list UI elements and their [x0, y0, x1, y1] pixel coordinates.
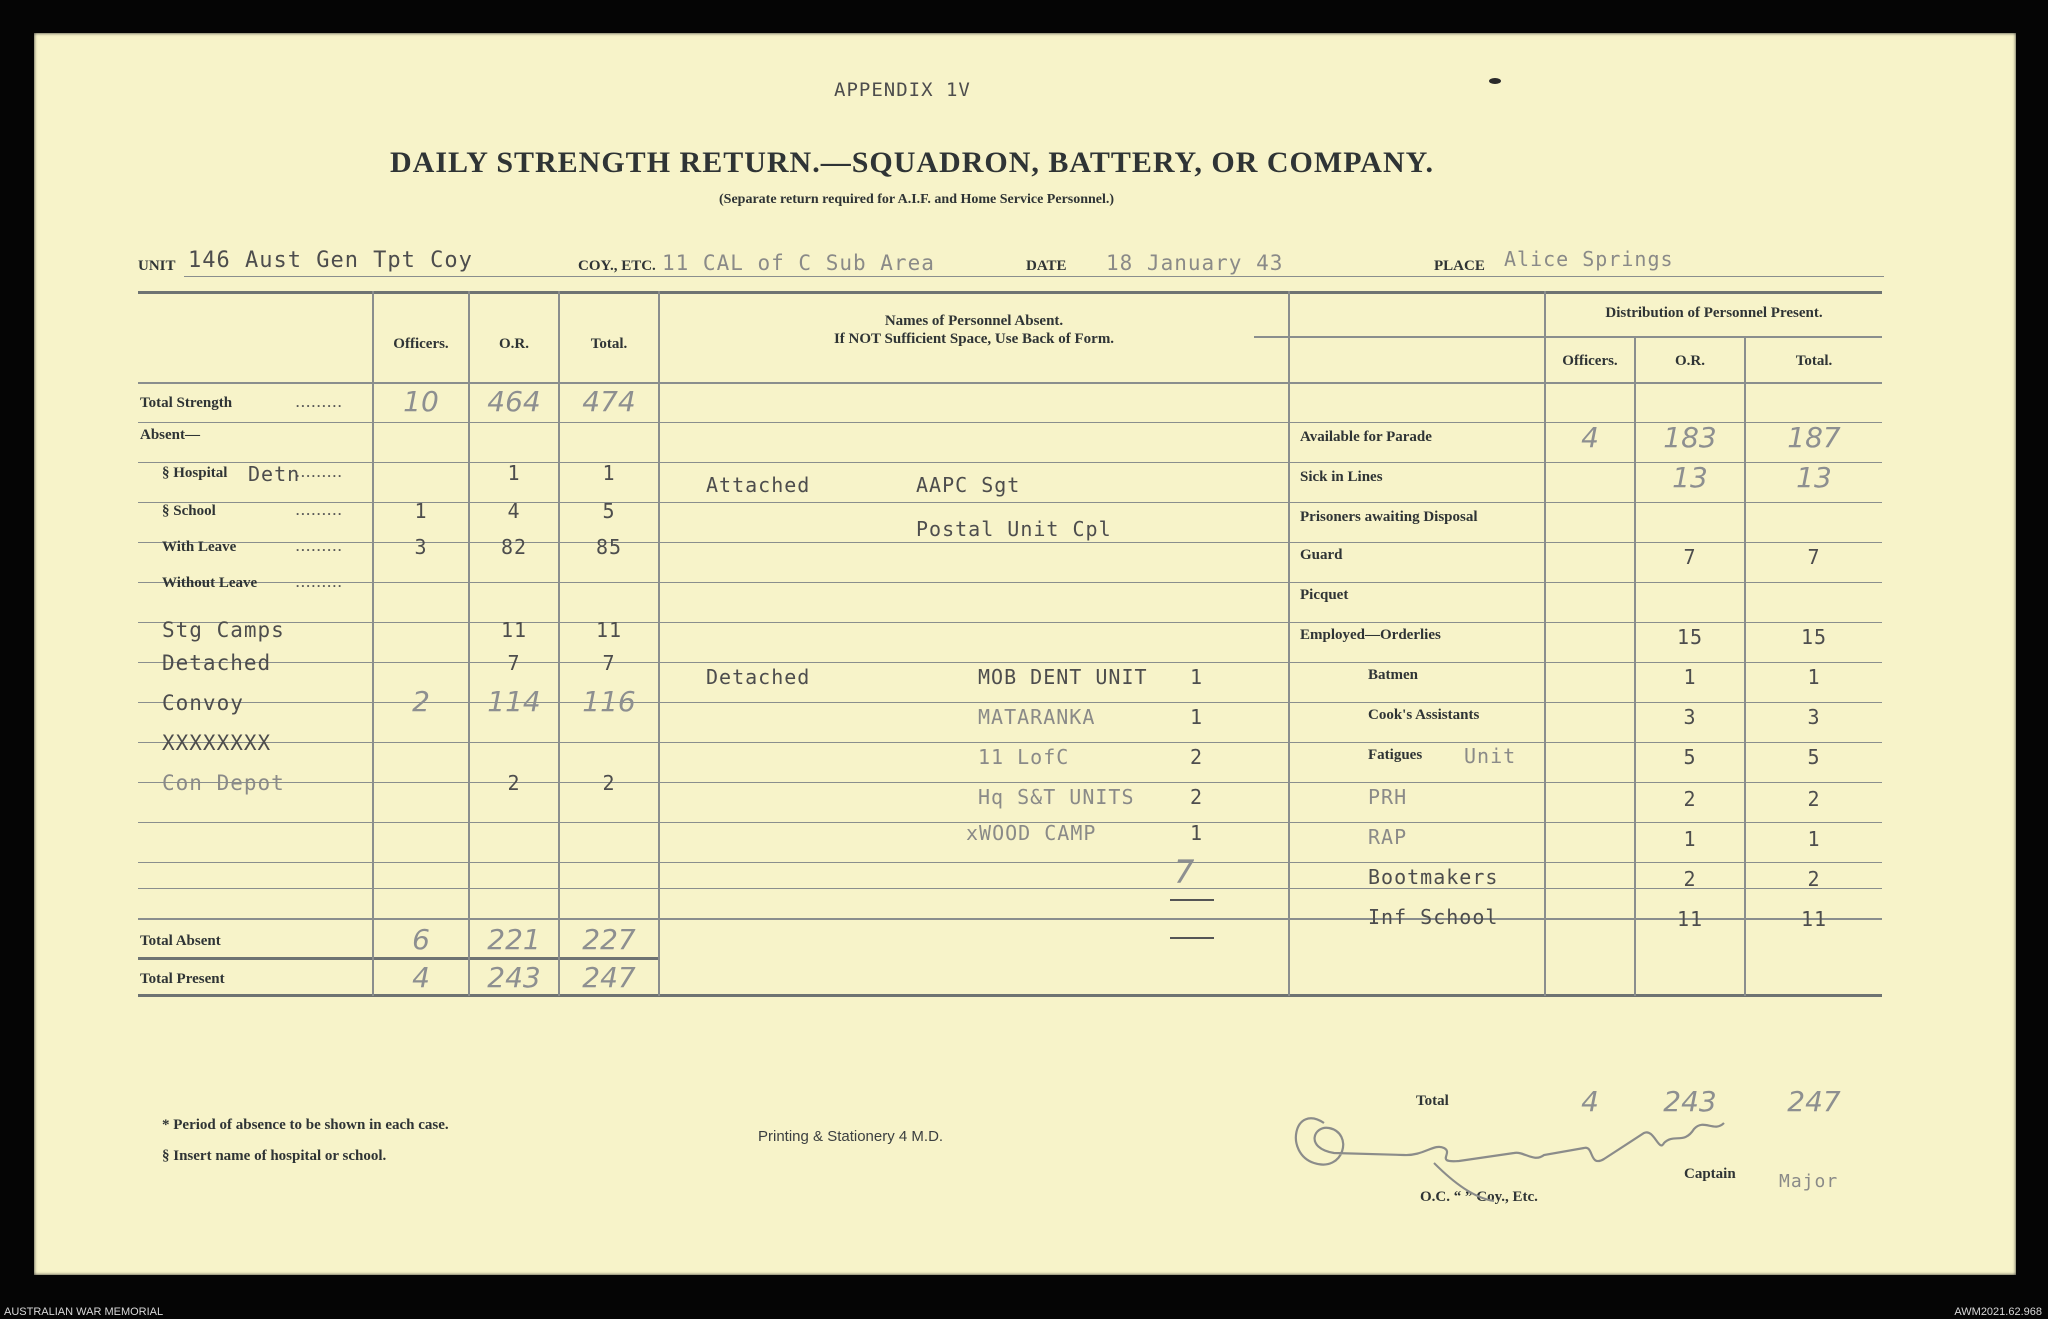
- left-row-label: § School: [162, 503, 216, 519]
- left-row-or: 4: [507, 499, 521, 523]
- right-row-or: 7: [1683, 545, 1697, 569]
- left-row-officers: 6: [412, 923, 430, 956]
- captain-label: Captain: [1684, 1166, 1736, 1182]
- place-value: Alice Springs: [1504, 247, 1674, 271]
- left-row-total: 474: [582, 385, 636, 418]
- dot-leader: .........: [296, 465, 344, 480]
- right-row-label: Bootmakers: [1368, 865, 1499, 889]
- left-row-label: Total Absent: [140, 933, 221, 949]
- row-rule: [138, 862, 1882, 863]
- sum-underline: [1170, 899, 1214, 901]
- left-row-total: 2: [602, 771, 616, 795]
- left-row-or: 114: [487, 685, 541, 718]
- right-row-or: 5: [1683, 745, 1697, 769]
- right-row-or: 3: [1683, 705, 1697, 729]
- right-row-total: 2: [1807, 787, 1821, 811]
- left-row-total: 1: [602, 461, 616, 485]
- left-row-officers: 4: [412, 961, 430, 994]
- dot-leader: .........: [296, 539, 344, 554]
- header-officers: Officers.: [393, 336, 449, 352]
- left-row-or: 243: [487, 961, 541, 994]
- right-row-or: 1: [1683, 665, 1697, 689]
- row-rule: [138, 742, 1882, 743]
- margin-caption-right: AWM2021.62.968: [1954, 1306, 2042, 1318]
- right-row-label: Batmen: [1368, 667, 1418, 683]
- left-row-label: Total Present: [140, 971, 225, 987]
- right-row-or: 11: [1676, 907, 1704, 931]
- left-row-total: 227: [582, 923, 636, 956]
- absent-name: Postal Unit Cpl: [916, 517, 1112, 541]
- absent-count: 2: [1190, 745, 1204, 769]
- right-row-label: Guard: [1300, 547, 1343, 563]
- table-top-rule: [138, 291, 1882, 294]
- header-dist-total: Total.: [1795, 353, 1833, 369]
- right-row-or: 2: [1683, 867, 1697, 891]
- left-row-total: 11: [595, 618, 623, 642]
- absent-name: xWOOD CAMP: [966, 821, 1097, 845]
- right-row-label: Total: [1416, 1093, 1449, 1109]
- date-label: DATE: [1026, 258, 1067, 274]
- appendix-label: APPENDIX 1V: [834, 79, 971, 101]
- right-row-label: Inf School: [1368, 905, 1499, 929]
- right-row-total: 7: [1807, 545, 1821, 569]
- absent-name: Hq S&T UNITS: [978, 785, 1135, 809]
- signature: [1284, 1093, 1744, 1203]
- right-row-typed: Unit: [1464, 744, 1517, 768]
- right-row-label: Employed—Orderlies: [1300, 627, 1441, 643]
- left-row-label: With Leave: [162, 539, 237, 555]
- left-row-or: 7: [507, 651, 521, 675]
- right-row-total: 187: [1787, 421, 1841, 454]
- major-typed: Major: [1779, 1171, 1839, 1192]
- right-row-total: 5: [1807, 745, 1821, 769]
- unit-underline: [184, 276, 1884, 277]
- right-row-total: 2: [1807, 867, 1821, 891]
- unit-value: 146 Aust Gen Tpt Coy: [188, 248, 473, 273]
- form-title: DAILY STRENGTH RETURN.—SQUADRON, BATTERY, OR COMPANY.: [390, 146, 1435, 179]
- distribution-rule: [1254, 336, 1882, 338]
- left-row-label: Con Depot: [162, 771, 285, 795]
- header-rule: [138, 382, 1882, 384]
- header-dist-officers: Officers.: [1562, 353, 1618, 369]
- left-row-label: Detached: [162, 651, 272, 675]
- left-row-total: 116: [582, 685, 636, 718]
- row-rule: [138, 888, 1882, 889]
- left-row-officers: 2: [412, 685, 430, 718]
- row-rule: [138, 582, 1882, 583]
- left-row-label: Total Strength: [140, 395, 233, 411]
- right-row-label: Fatigues: [1368, 747, 1423, 763]
- footnote-hospital: § Insert name of hospital or school.: [162, 1148, 387, 1164]
- right-row-label: RAP: [1368, 825, 1408, 849]
- left-row-or: 11: [500, 618, 528, 642]
- dot-leader: .........: [296, 395, 344, 410]
- ink-mark: [1489, 78, 1501, 84]
- left-row-officers: 10: [403, 385, 439, 418]
- absent-name: Detached: [706, 665, 811, 689]
- row-rule: [138, 662, 1882, 663]
- date-value: 18 January 43: [1106, 251, 1284, 275]
- right-row-label: Picquet: [1300, 587, 1349, 603]
- right-row-or: 2: [1683, 787, 1697, 811]
- row-rule: [138, 622, 1882, 623]
- left-row-label: Stg Camps: [162, 618, 285, 642]
- header-names-note: If NOT Sufficient Space, Use Back of Form.: [833, 331, 1115, 347]
- header-distribution: Distribution of Personnel Present.: [1605, 305, 1823, 321]
- right-row-total: 1: [1807, 665, 1821, 689]
- absent-name: Attached: [706, 473, 811, 497]
- left-row-label: Absent—: [140, 427, 201, 443]
- coy-label: COY., ETC.: [578, 258, 656, 274]
- right-row-total: 3: [1807, 705, 1821, 729]
- left-row-label: XXXXXXXX: [162, 731, 272, 755]
- strength-return-form: [34, 33, 2016, 1275]
- left-row-total: 7: [602, 651, 616, 675]
- right-row-label: Sick in Lines: [1300, 469, 1383, 485]
- header-or: O.R.: [499, 336, 529, 352]
- coy-value: 11 CAL of C Sub Area: [662, 251, 935, 275]
- absent-name: MATARANKA: [978, 705, 1096, 729]
- absent-count: 1: [1190, 705, 1204, 729]
- left-row-or: 464: [487, 385, 541, 418]
- right-row-officers: 4: [1581, 421, 1599, 454]
- col-rule-4: [658, 291, 660, 996]
- right-row-total: 15: [1800, 625, 1828, 649]
- form-subtitle: (Separate return required for A.I.F. and Home Service Personnel.): [719, 192, 1115, 207]
- table-bottom-rule: [138, 994, 1882, 997]
- total-absent-rule: [138, 918, 1882, 920]
- left-row-or: 221: [487, 923, 541, 956]
- header-total: Total.: [590, 336, 628, 352]
- right-row-label: PRH: [1368, 785, 1408, 809]
- col-rule-5: [1288, 291, 1290, 996]
- total-present-rule: [138, 957, 658, 960]
- dot-leader: .........: [296, 503, 344, 518]
- left-row-or: 82: [500, 535, 528, 559]
- absent-count: 1: [1190, 821, 1204, 845]
- absent-name: MOB DENT UNIT: [978, 665, 1148, 689]
- left-row-or: 1: [507, 461, 521, 485]
- place-label: PLACE: [1434, 258, 1485, 274]
- left-row-officers: 1: [414, 499, 428, 523]
- right-row-or: 243: [1663, 1085, 1717, 1118]
- header-dist-or: O.R.: [1675, 353, 1705, 369]
- right-row-or: 13: [1672, 461, 1708, 494]
- margin-caption-left: AUSTRALIAN WAR MEMORIAL: [4, 1306, 164, 1318]
- left-row-officers: 3: [414, 535, 428, 559]
- left-row-label: Convoy: [162, 691, 244, 715]
- dot-leader: .........: [296, 575, 344, 590]
- absent-count: 7: [1174, 853, 1195, 891]
- left-row-total: 247: [582, 961, 636, 994]
- row-rule: [138, 462, 1882, 463]
- header-names-absent: Names of Personnel Absent.: [884, 313, 1064, 329]
- row-rule: [138, 782, 1882, 783]
- right-row-label: Prisoners awaiting Disposal: [1300, 509, 1478, 525]
- right-row-or: 15: [1676, 625, 1704, 649]
- left-row-total: 85: [595, 535, 623, 559]
- left-row-or: 2: [507, 771, 521, 795]
- col-rule-6: [1544, 291, 1546, 996]
- left-row-typed: Detn: [248, 462, 301, 486]
- right-row-label: Cook's Assistants: [1368, 707, 1480, 723]
- right-row-or: 1: [1683, 827, 1697, 851]
- right-row-total: 1: [1807, 827, 1821, 851]
- left-row-label: Without Leave: [162, 575, 258, 591]
- left-row-total: 5: [602, 499, 616, 523]
- right-row-or: 183: [1663, 421, 1717, 454]
- printer-imprint: Printing & Stationery 4 M.D.: [758, 1128, 944, 1145]
- right-row-label: Available for Parade: [1300, 429, 1432, 445]
- absent-count: 2: [1190, 785, 1204, 809]
- absent-name: 11 LofC: [978, 745, 1070, 769]
- right-row-total: 11: [1800, 907, 1828, 931]
- absent-name: AAPC Sgt: [916, 473, 1021, 497]
- right-row-total: 247: [1787, 1085, 1841, 1118]
- absent-count: 1: [1190, 665, 1204, 689]
- footnote-period: * Period of absence to be shown in each case.: [162, 1117, 449, 1133]
- right-row-officers: 4: [1581, 1085, 1599, 1118]
- unit-label: UNIT: [138, 258, 176, 274]
- right-row-total: 13: [1796, 461, 1832, 494]
- oc-label: O.C. “ ” Coy., Etc.: [1420, 1189, 1538, 1205]
- sum-underline: [1170, 937, 1214, 939]
- left-row-label: § Hospital: [162, 465, 228, 481]
